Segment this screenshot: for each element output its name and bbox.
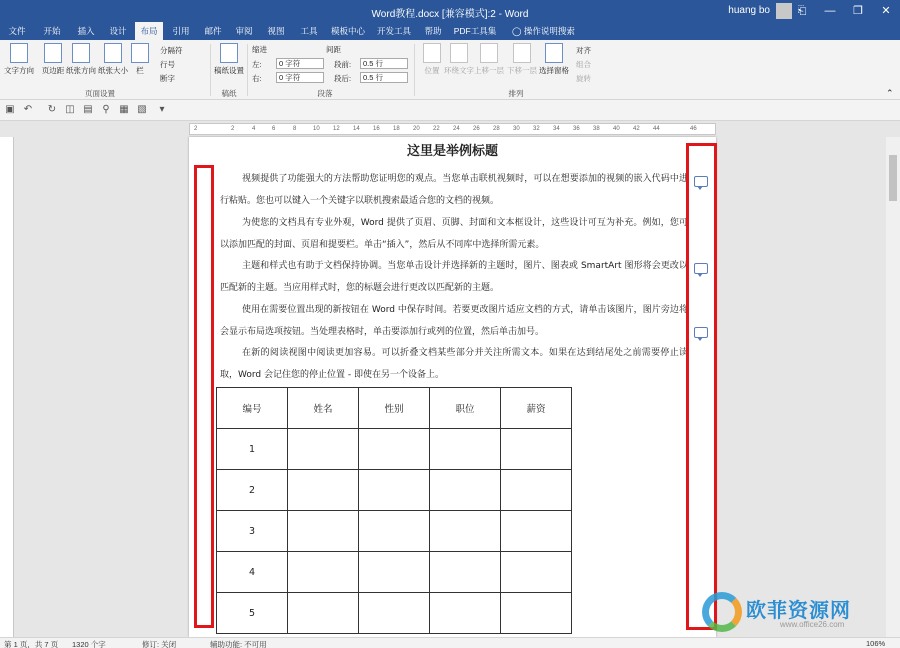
group-label-paragraph: 段落 [317,89,333,98]
tab-insert[interactable]: 插入 [77,26,95,36]
send-backward-label: 下移一层 [507,66,537,75]
table-header-row [217,388,572,429]
ribbon-divider [247,44,248,96]
ruler-tick: 46 [690,126,697,132]
table-header-cell[interactable]: 职位 [430,388,501,429]
table-cell[interactable] [359,429,430,470]
selection-pane-icon [545,43,563,63]
print-preview-icon[interactable]: ⚲ [102,104,110,115]
lightbulb-icon: ◯ [512,26,522,36]
customize-toolbar-icon[interactable]: ▾ [159,104,165,115]
table-cell[interactable] [288,552,359,593]
send-backward-icon [513,43,531,63]
wrap-text-icon [450,43,468,63]
spacing-after-label: 段后: [334,74,352,83]
watermark-url: www.office26.com [780,620,845,629]
collapse-ribbon-icon[interactable]: ⌃ [886,88,894,98]
window-title: Word教程.docx [兼容模式]:2 - Word [371,9,529,20]
vertical-scrollbar[interactable] [886,137,900,637]
wrap-text-label: 环绕文字 [444,66,474,75]
ruler-tick: 16 [373,126,380,132]
tab-file[interactable]: 文件 [8,26,26,36]
watermark-logo [702,592,742,632]
align-button[interactable]: 对齐 [576,46,591,55]
ruler-tick: 2 [231,126,235,132]
status-bar [0,637,900,648]
ruler-tick: 38 [593,126,600,132]
track-changes-status[interactable]: 修订: 关闭 [142,640,177,648]
table-cell[interactable] [288,470,359,511]
tab-pdf-tools[interactable]: PDF工具集 [453,26,497,36]
accessibility-status[interactable]: 辅助功能: 不可用 [210,640,267,648]
ruler-tick: 30 [513,126,520,132]
ruler-tick: 24 [453,126,460,132]
table-cell[interactable] [501,511,572,552]
tab-developer[interactable]: 开发工具 [376,26,411,36]
size-button[interactable] [96,43,130,76]
indent-label: 缩进 [252,45,267,54]
spacing-label: 间距 [326,45,341,54]
tab-design[interactable]: 设计 [109,26,127,36]
table-cell[interactable] [501,552,572,593]
paper-size-icon [104,43,122,63]
table-cell[interactable] [430,470,501,511]
tab-view[interactable]: 视图 [267,26,285,36]
bring-forward-button[interactable] [472,43,506,76]
redo-icon[interactable]: ↻ [47,104,57,115]
horizontal-ruler[interactable] [189,123,716,135]
ruler-tick: 36 [573,126,580,132]
zoom-level[interactable]: 106% [866,639,886,648]
ruler-tick: 22 [433,126,440,132]
indent-right-label: 右: [252,74,262,83]
table-cell[interactable] [501,593,572,634]
orientation-icon [72,43,90,63]
columns-icon [131,43,149,63]
ruler-tick: 14 [353,126,360,132]
hyphenation-button[interactable]: 断字 [160,74,175,83]
ruler-tick: 20 [413,126,420,132]
table-cell[interactable] [359,593,430,634]
group-button[interactable]: 组合 [576,60,591,69]
size-label: 纸张大小 [98,66,128,75]
table-cell[interactable] [430,429,501,470]
group-label-arrange: 排列 [508,89,524,98]
draft-settings-label: 稿纸设置 [214,66,244,75]
ruler-tick: 18 [393,126,400,132]
table-row [217,552,572,593]
table-cell[interactable] [288,511,359,552]
group-label-draft: 稿纸 [221,89,237,98]
group-label-page-setup: 页面设置 [85,89,115,98]
tab-template-center[interactable]: 模板中心 [330,26,365,36]
ruler-tick: 32 [533,126,540,132]
body-paragraph[interactable]: 主题和样式也有助于文档保持协调。当您单击设计并选择新的主题时，图片、图表或 SmartArt 图形将会更改以匹配新的主题。当应用样式时，您的标题会进行更改以匹配新的主题。 [220,261,688,293]
ruler-tick: 12 [333,126,340,132]
tab-tools[interactable]: 工具 [300,26,318,36]
tab-mailings[interactable]: 邮件 [204,26,222,36]
body-paragraph[interactable]: 视频提供了功能强大的方法帮助您证明您的观点。当您单击联机视频时，可以在想要添加的视频的嵌入代码中进行粘贴。您也可以键入一个关键字以联机搜索最适合您的文档的视频。 [220,174,688,206]
line-numbers-button[interactable]: 行号 [160,60,175,69]
send-backward-button[interactable] [505,43,539,76]
toolbar-icon[interactable]: ▧ [137,104,147,115]
menu-bar [0,22,900,40]
ribbon [0,40,900,100]
position-icon [423,43,441,63]
text-direction-icon [10,43,28,63]
ribbon-divider [414,44,415,96]
orientation-button[interactable] [64,43,98,76]
ribbon-display-icon[interactable]: ⎗ [797,5,807,17]
draft-settings-button[interactable] [214,43,244,76]
indent-left-input[interactable]: 0 字符 [276,58,324,69]
ruler-tick: 44 [653,126,660,132]
tab-references[interactable]: 引用 [172,26,190,36]
table-cell[interactable]: 3 [217,511,288,552]
body-paragraph[interactable]: 使用在需要位置出现的新按钮在 Word 中保存时间。若要更改图片适应文档的方式，请单击该图片，图片旁边将会显示布局选项按钮。当处理表格时，单击要添加行或列的位置，然后单击加号。 [220,305,688,337]
right-margin-highlight [686,143,717,630]
table-header-cell[interactable]: 编号 [217,388,288,429]
table-row [217,429,572,470]
table-header-cell[interactable]: 性别 [359,388,430,429]
vertical-ruler[interactable] [0,137,14,637]
ruler-tick: 4 [252,126,256,132]
layout-icon[interactable]: ▤ [83,104,93,115]
columns-label: 栏 [136,66,144,75]
spacing-before-label: 段前: [334,60,352,69]
table-cell[interactable] [359,470,430,511]
table-cell[interactable] [288,429,359,470]
tell-me-label: 操作说明搜索 [523,26,575,36]
position-button[interactable] [418,43,446,76]
table-cell[interactable] [430,593,501,634]
ruler-tick: 40 [613,126,620,132]
bring-forward-label: 上移一层 [474,66,504,75]
ruler-tick: 26 [473,126,480,132]
orientation-label: 纸张方向 [66,66,96,75]
table-cell[interactable] [430,552,501,593]
undo-icon[interactable]: ↶ [23,104,33,115]
table-row [217,511,572,552]
ruler-tick: 28 [493,126,500,132]
save-icon[interactable]: ▣ [5,104,15,115]
minimize-button[interactable]: — [824,5,836,17]
text-direction-button[interactable] [2,43,36,76]
user-name[interactable]: huang bo [728,5,770,16]
tab-home[interactable]: 开始 [43,26,61,36]
title-bar [0,0,900,22]
bring-forward-icon [480,43,498,63]
document-heading[interactable]: 这里是举例标题 [406,144,498,159]
wrap-text-button[interactable] [444,43,474,76]
draft-paper-icon [220,43,238,63]
table-cell[interactable] [501,470,572,511]
toolbar-icon[interactable]: ▦ [119,104,129,115]
columns-button[interactable] [126,43,154,76]
left-margin-highlight [194,165,214,628]
spacing-after-input[interactable]: 0.5 行 [360,72,408,83]
spacing-before-input[interactable]: 0.5 行 [360,58,408,69]
tab-layout[interactable]: 布局 [135,22,163,40]
ruler-tick: 10 [313,126,320,132]
table-cell[interactable]: 1 [217,429,288,470]
indent-left-label: 左: [252,60,262,69]
margins-icon [44,43,62,63]
table-row [217,470,572,511]
table-cell[interactable]: 4 [217,552,288,593]
close-button[interactable]: ✕ [881,5,891,17]
selection-pane-label: 选择窗格 [539,66,569,75]
restore-button[interactable]: ❐ [853,5,863,17]
ruler-tick: 34 [553,126,560,132]
table-cell[interactable] [501,429,572,470]
page-count[interactable]: 第 1 页，共 7 页 [4,640,59,648]
position-label: 位置 [424,66,440,75]
ribbon-divider [210,44,211,96]
table-header-cell[interactable]: 姓名 [288,388,359,429]
table-cell[interactable]: 5 [217,593,288,634]
text-direction-label: 文字方向 [4,66,34,75]
tab-review[interactable]: 审阅 [235,26,253,36]
tab-help[interactable]: 帮助 [424,26,442,36]
indent-right-input[interactable]: 0 字符 [276,72,324,83]
selection-pane-button[interactable] [537,43,571,76]
table-cell[interactable] [288,593,359,634]
watermark [702,592,900,640]
ruler-tick: 2 [194,126,198,132]
document-page[interactable] [189,137,716,637]
quick-access-toolbar [0,100,900,121]
rotate-button[interactable]: 旋转 [576,74,591,83]
watermark-brand: 欧菲资源网 [746,598,851,622]
view-icon[interactable]: ◫ [65,104,75,115]
table-cell[interactable] [359,552,430,593]
breaks-button[interactable]: 分隔符 [160,46,183,55]
tell-me-search[interactable] [512,22,575,40]
ruler-tick: 8 [293,126,297,132]
table-cell[interactable] [430,511,501,552]
body-paragraph[interactable]: 在新的阅读视图中阅读更加容易。可以折叠文档某些部分并关注所需文本。如果在达到结尾处之前需要停止读取，Word 会记住您的停止位置 - 即使在另一个设备上。 [220,348,688,380]
table-row [217,593,572,634]
word-count[interactable]: 1320 个字 [72,640,106,648]
scrollbar-thumb[interactable] [889,155,897,201]
table-header-cell[interactable]: 薪资 [501,388,572,429]
employee-table[interactable] [216,387,572,634]
ruler-tick: 42 [633,126,640,132]
margins-label: 页边距 [41,66,65,75]
table-cell[interactable]: 2 [217,470,288,511]
table-cell[interactable] [359,511,430,552]
body-paragraph[interactable]: 为使您的文档具有专业外观，Word 提供了页眉、页脚、封面和文本框设计，这些设计可互为补充。例如，您可以添加匹配的封面、页眉和提要栏。单击“插入”，然后从不同库中选择所需元素。 [220,218,688,250]
ruler-tick: 6 [272,126,276,132]
